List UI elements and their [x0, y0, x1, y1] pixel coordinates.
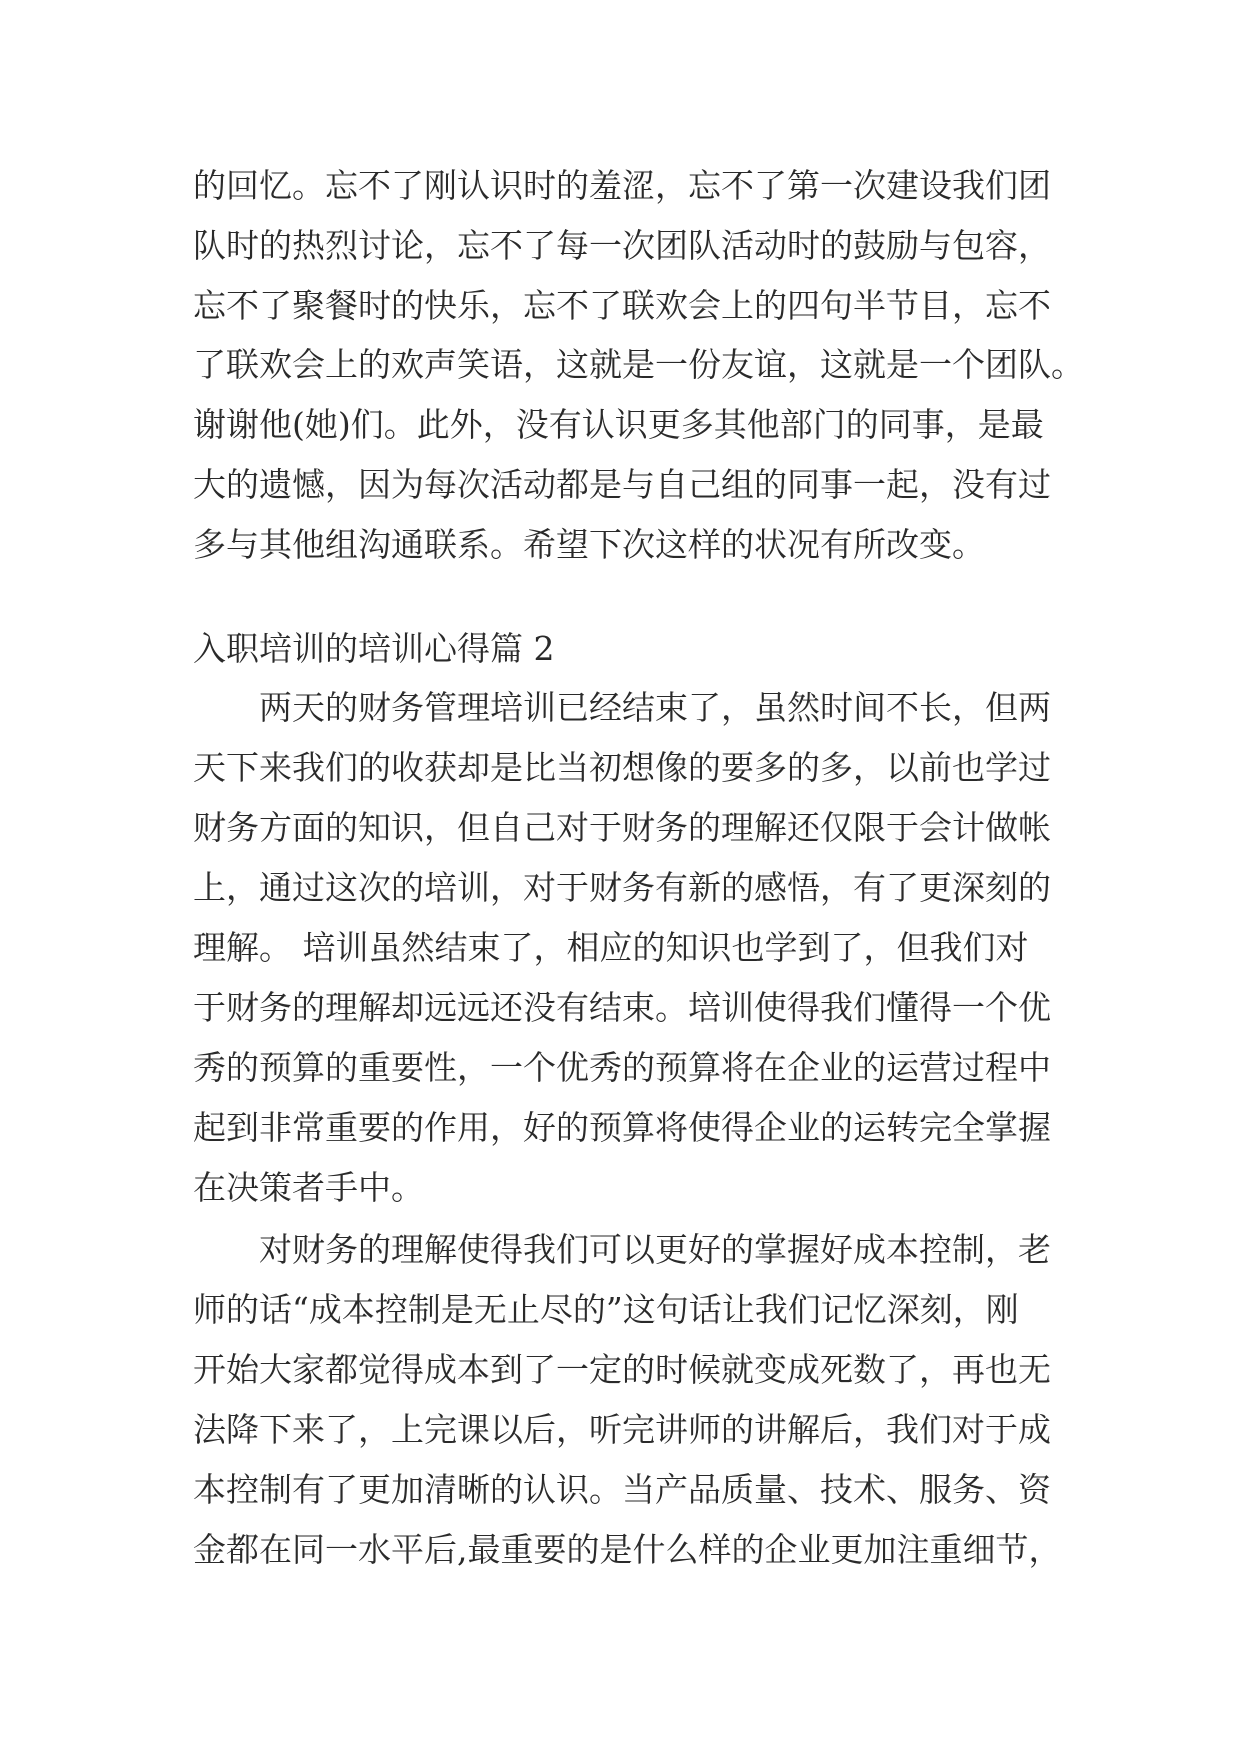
text-line: 财务方面的知识，但自己对于财务的理解还仅限于会计做帐 [193, 808, 1051, 847]
text-line: 金都在同一水平后,最重要的是什么样的企业更加注重细节， [193, 1530, 1062, 1569]
text-line: 多与其他组沟通联系。希望下次这样的状况有所改变。 [193, 525, 985, 564]
text-line: 对财务的理解使得我们可以更好的掌握好成本控制，老 [259, 1230, 1051, 1269]
text-line: 大的遗憾，因为每次活动都是与自己组的同事一起，没有过 [193, 465, 1051, 504]
text-line: 了联欢会上的欢声笑语，这就是一份友谊，这就是一个团队。 [193, 345, 1084, 384]
section-heading: 入职培训的培训心得篇 2 [193, 629, 555, 668]
text-line: 的回忆。忘不了刚认识时的羞涩，忘不了第一次建设我们团 [193, 166, 1051, 205]
text-line: 在决策者手中。 [193, 1168, 424, 1207]
text-line: 理解。 培训虽然结束了，相应的知识也学到了，但我们对 [193, 928, 1029, 967]
text-line: 上，通过这次的培训，对于财务有新的感悟，有了更深刻的 [193, 868, 1051, 907]
text-line: 本控制有了更加清晰的认识。当产品质量、技术、服务、资 [193, 1470, 1051, 1509]
text-line: 队时的热烈讨论，忘不了每一次团队活动时的鼓励与包容， [193, 226, 1051, 265]
text-line: 忘不了聚餐时的快乐，忘不了联欢会上的四句半节目，忘不 [193, 286, 1051, 325]
text-line: 秀的预算的重要性，一个优秀的预算将在企业的运营过程中 [193, 1048, 1051, 1087]
text-line: 法降下来了，上完课以后，听完讲师的讲解后，我们对于成 [193, 1410, 1051, 1449]
text-line: 师的话“成本控制是无止尽的”这句话让我们记忆深刻，刚 [193, 1290, 1019, 1329]
text-line: 天下来我们的收获却是比当初想像的要多的多，以前也学过 [193, 748, 1051, 787]
text-line: 谢谢他(她)们。此外，没有认识更多其他部门的同事，是最 [193, 405, 1044, 444]
text-line: 开始大家都觉得成本到了一定的时候就变成死数了，再也无 [193, 1350, 1051, 1389]
text-line: 两天的财务管理培训已经结束了，虽然时间不长，但两 [259, 688, 1051, 727]
text-line: 于财务的理解却远远还没有结束。培训使得我们懂得一个优 [193, 988, 1051, 1027]
text-line: 起到非常重要的作用，好的预算将使得企业的运转完全掌握 [193, 1108, 1051, 1147]
